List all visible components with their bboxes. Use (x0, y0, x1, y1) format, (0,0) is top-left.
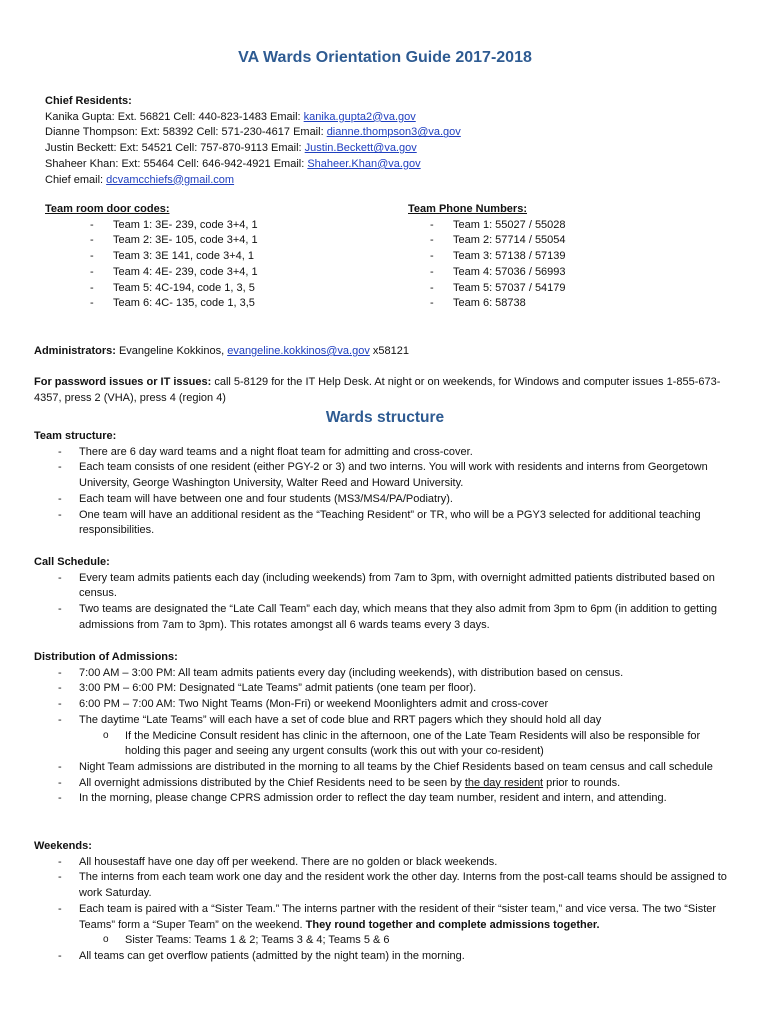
chief-resident-line (45, 157, 735, 173)
page-title: VA Wards Orientation Guide 2017-2018 (238, 49, 532, 66)
list-item: - All teams can get overflow patients (admitted by the night team) in the morning. (34, 949, 734, 965)
distribution-section (34, 650, 734, 807)
list-item: - Two teams are designated the “Late Call Team” each day, which means that they also admit from 3pm to 6pm (in addition to getting admissions from 7am to 3pm). This rotates amongst all 6 wards teams every 3 days. (34, 602, 734, 633)
list-item: o If the Medicine Consult resident has clinic in the afternoon, one of the Late Team Residents will also be responsible for holding this pager and seeing any urgent consults (work this out with your co-resident) (34, 729, 734, 760)
email-link[interactable]: Shaheer.Khan@va.gov (307, 157, 421, 170)
seen-by-prefix: All overnight admissions distributed by the Chief Residents need to be seen by (79, 776, 465, 789)
list-item: - 3:00 PM – 6:00 PM: Designated “Late Teams” admit patients (one team per floor). (34, 681, 734, 697)
administrator-extension: x58121 (369, 345, 409, 357)
list-item (34, 776, 734, 792)
list-item: - There are 6 day ward teams and a night float team for admitting and cross-cover. (34, 445, 734, 461)
chief-resident-info: Shaheer Khan: Ext: 55464 Cell: 646-942-4921 Email: (45, 157, 308, 170)
administrator-name: Evangeline Kokkinos, (115, 345, 228, 357)
list-item: - One team will have an additional resident as the “Teaching Resident” or TR, who will be a PGY3 selected for additional teaching responsibilities. (34, 508, 734, 539)
weekends-list-continued (34, 949, 734, 965)
call-schedule-section (34, 555, 734, 634)
call-schedule-list (34, 571, 734, 634)
chief-resident-info: Justin Beckett: Ext: 54521 Cell: 757-870-9113 Email: (45, 142, 305, 155)
chief-email-line (45, 173, 735, 189)
phone-numbers-section (408, 202, 728, 312)
chief-residents-section (45, 94, 735, 188)
administrators-label: Administrators: (34, 345, 116, 357)
list-item: - Team 2: 3E- 105, code 3+4, 1 (45, 233, 375, 249)
team-structure-section (34, 429, 734, 539)
list-item: - Team 6: 4C- 135, code 1, 3,5 (45, 296, 375, 312)
chief-email-link[interactable]: dcvamcchiefs@gmail.com (106, 173, 235, 186)
list-item: - Team 5: 57037 / 54179 (385, 281, 728, 297)
chief-resident-info: Dianne Thompson: Ext: 58392 Cell: 571-230-4617 Email: (45, 126, 327, 139)
door-codes-section (45, 202, 375, 312)
call-schedule-heading: Call Schedule: (34, 556, 110, 568)
chief-resident-line (45, 110, 735, 126)
distribution-heading: Distribution of Admissions: (34, 651, 178, 663)
email-link[interactable]: Justin.Beckett@va.gov (304, 142, 417, 155)
it-issues-paragraph (34, 375, 734, 406)
it-issues-text: call 5-8129 for the IT Help Desk. At night or on weekends, for Windows and computer issues 1-855-673-4357, press 2 (VHA), press 4 (region 4) (34, 376, 721, 404)
list-item: - Every team admits patients each day (including weekends) from 7am to 3pm, with overnight admitted patients distributed based on census. (34, 571, 734, 602)
team-structure-list (34, 445, 734, 539)
distribution-list (34, 666, 734, 729)
list-item: - Team 4: 4E- 239, code 3+4, 1 (45, 265, 375, 281)
seen-by-suffix: prior to rounds. (543, 776, 621, 789)
sister-team-emphasis: They round together and complete admissions together. (305, 918, 600, 931)
chief-resident-info: Kanika Gupta: Ext. 56821 Cell: 440-823-1483 Email: (45, 110, 304, 123)
list-item: - The daytime “Late Teams” will each have a set of code blue and RRT pagers which they should hold all day (34, 713, 734, 729)
list-item: - Team 1: 55027 / 55028 (385, 218, 728, 234)
email-link[interactable]: kanika.gupta2@va.gov (303, 110, 416, 123)
weekends-heading: Weekends: (34, 840, 92, 852)
door-codes-list (45, 218, 375, 312)
administrators-line (34, 344, 734, 360)
it-issues-label: For password issues or IT issues: (34, 376, 212, 388)
team-structure-heading: Team structure: (34, 430, 117, 442)
weekends-section (34, 839, 734, 965)
list-item: - The interns from each team work one day and the resident work the other day. Interns from the post-call teams should be assigned to work Saturday. (34, 870, 734, 901)
chief-resident-line (45, 141, 735, 157)
list-item: - In the morning, please change CPRS admission order to reflect the day team number, resident and intern, and attending. (34, 791, 734, 807)
door-codes-heading: Team room door codes: (45, 203, 170, 215)
administrator-email-link[interactable]: evangeline.kokkinos@va.gov (227, 345, 370, 357)
chief-email-label: Chief email: (45, 173, 107, 186)
list-item (34, 902, 734, 933)
list-item: - Each team will have between one and four students (MS3/MS4/PA/Podiatry). (34, 492, 734, 508)
phone-numbers-list (385, 218, 728, 312)
weekends-sub-list (34, 933, 734, 949)
weekends-list (34, 855, 734, 934)
list-item: - All housestaff have one day off per weekend. There are no golden or black weekends. (34, 855, 734, 871)
list-item: - Team 6: 58738 (385, 296, 728, 312)
list-item: - Team 1: 3E- 239, code 3+4, 1 (45, 218, 375, 234)
list-item: - 6:00 PM – 7:00 AM: Two Night Teams (Mon-Fri) or weekend Moonlighters admit and cross-cover (34, 697, 734, 713)
chief-residents-heading: Chief Residents: (45, 95, 132, 107)
list-item: - 7:00 AM – 3:00 PM: All team admits patients every day (including weekends), with distribution based on census. (34, 666, 734, 682)
seen-by-emphasis: the day resident (464, 776, 544, 789)
distribution-sub-list (34, 729, 734, 760)
distribution-list-continued (34, 760, 734, 807)
list-item: - Night Team admissions are distributed in the morning to all teams by the Chief Residents based on team census and call schedule (34, 760, 734, 776)
email-link[interactable]: dianne.thompson3@va.gov (326, 126, 461, 139)
list-item: - Team 3: 3E 141, code 3+4, 1 (45, 249, 375, 265)
list-item: - Team 3: 57138 / 57139 (385, 249, 728, 265)
sister-team-text: Each team is paired with a “Sister Team.” The interns partner with the resident of their “sister team,” and vice versa. The two “Sister Teams” form a “Super Team” on the weekend. (79, 902, 717, 931)
chief-resident-line (45, 125, 735, 141)
list-item: - Team 5: 4C-194, code 1, 3, 5 (45, 281, 375, 297)
list-item: - Each team consists of one resident (either PGY-2 or 3) and two interns. You will work with residents and interns from Georgetown University, George Washington University, Walter Reed and Howard University. (34, 460, 734, 491)
list-item: - Team 2: 57714 / 55054 (385, 233, 728, 249)
list-item: - Team 4: 57036 / 56993 (385, 265, 728, 281)
list-item: o Sister Teams: Teams 1 & 2; Teams 3 & 4; Teams 5 & 6 (34, 933, 734, 949)
phone-numbers-heading: Team Phone Numbers: (408, 203, 527, 215)
wards-structure-title: Wards structure (325, 409, 445, 426)
